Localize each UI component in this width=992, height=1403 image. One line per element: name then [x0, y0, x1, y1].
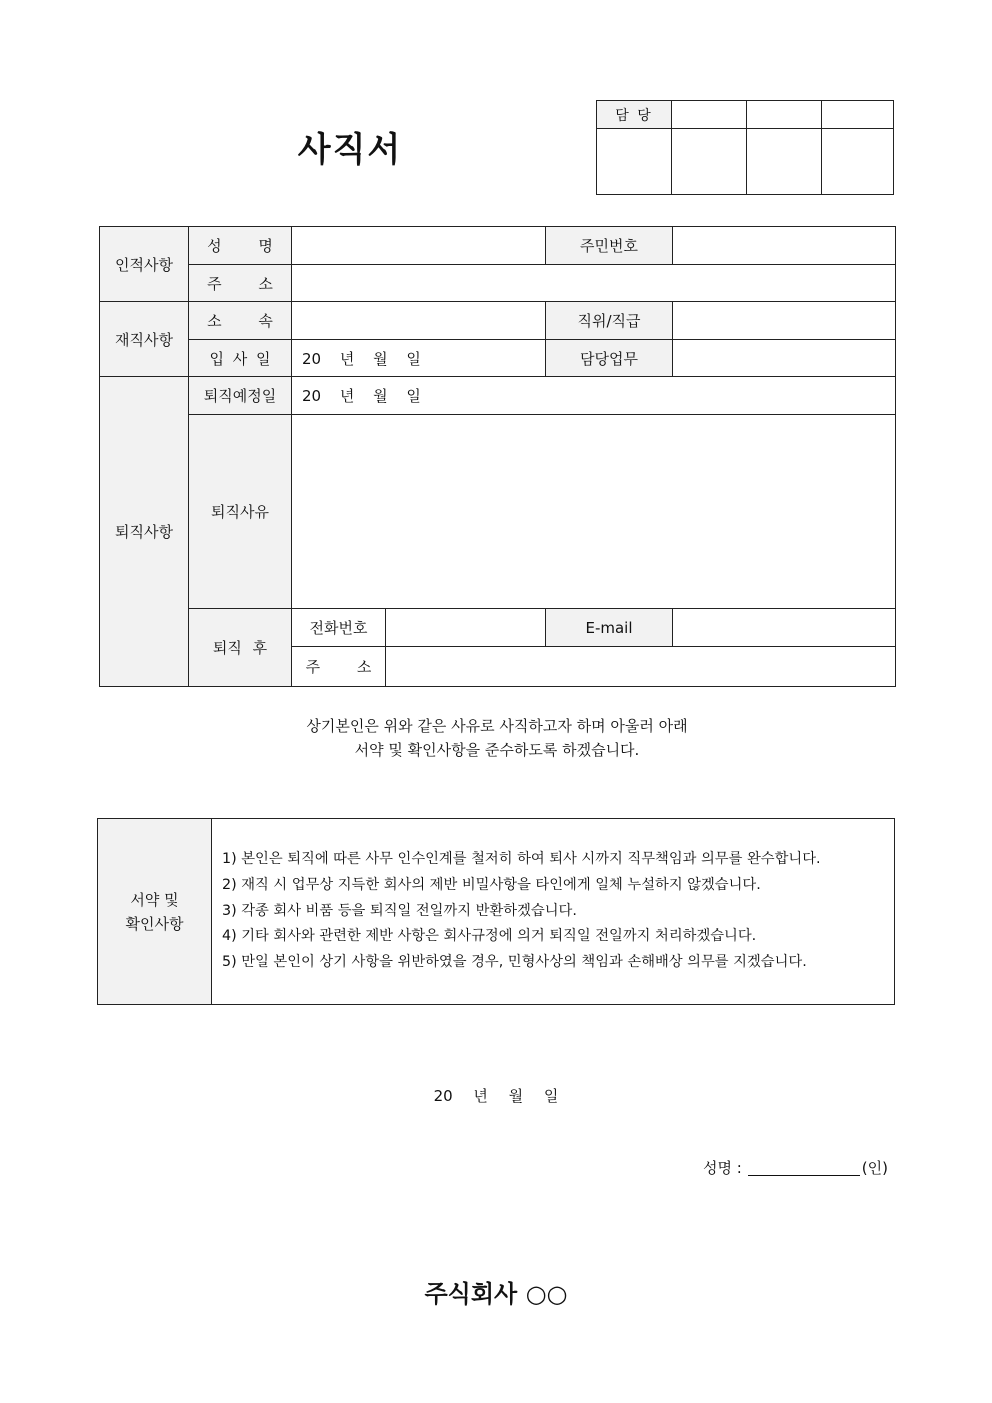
pledge-label: 서약 및 확인사항: [98, 819, 212, 1005]
address-label: 주 소: [189, 265, 292, 302]
retirement-section-label: 퇴직사항: [100, 377, 189, 687]
pledge-table: [97, 818, 895, 1005]
pledge-item: 5) 만일 본인이 상기 사항을 위반하였을 경우, 민형사상의 책임과 손해배상 의무를 지겠습니다.: [222, 954, 807, 971]
after-address-field[interactable]: [386, 647, 896, 687]
approval-label: 담 당: [597, 101, 672, 129]
reason-label: 퇴직사유: [189, 415, 292, 609]
duty-field[interactable]: [673, 340, 896, 377]
pledge-items: [212, 819, 895, 1005]
resignation-form-table: [99, 226, 896, 687]
approval-sign-cell[interactable]: [747, 129, 822, 195]
pledge-item: 1) 본인은 퇴직에 따른 사무 인수인계를 철저히 하여 퇴사 시까지 직무책임과 의무를 완수합니다.: [222, 851, 821, 867]
signature: [703, 1157, 888, 1178]
resident-number-field[interactable]: [673, 227, 896, 265]
department-label: 소 속: [189, 302, 292, 340]
approval-box: [596, 100, 894, 195]
pledge-item: 4) 기타 회사와 관련한 제반 사항은 회사규정에 의거 퇴직일 전일까지 처리하겠습니다.: [222, 928, 757, 945]
hire-date-label: 입 사 일: [189, 340, 292, 377]
name-label: 성 명: [189, 227, 292, 265]
email-field[interactable]: [673, 609, 896, 647]
approval-sign-cell[interactable]: [672, 129, 747, 195]
name-field[interactable]: [292, 227, 546, 265]
statement: [99, 714, 895, 762]
signature-label: 성명 :: [702, 1159, 742, 1177]
position-label: 직위/직급: [546, 302, 673, 340]
phone-label: 전화번호: [292, 609, 386, 647]
pledge-item: 2) 재직 시 업무상 지득한 회사의 제반 비밀사항을 타인에게 일체 누설하지 않겠습니다.: [222, 876, 761, 893]
approval-header-cell[interactable]: [672, 101, 747, 129]
approval-sign-cell[interactable]: [597, 129, 672, 195]
after-address-label: 주 소: [292, 647, 386, 687]
resident-number-label: 주민번호: [546, 227, 673, 265]
phone-field[interactable]: [386, 609, 546, 647]
document-title: 사직서: [297, 130, 403, 170]
statement-line: 서약 및 확인사항을 준수하도록 하겠습니다.: [354, 741, 640, 759]
after-retirement-label: 퇴직 후: [189, 609, 292, 687]
hire-date-field[interactable]: 20 년 월 일: [292, 340, 546, 377]
planned-date-field[interactable]: 20 년 월 일: [292, 377, 896, 415]
employment-section-label: 재직사항: [100, 302, 189, 377]
pledge-item: 3) 각종 회사 비품 등을 퇴직일 전일까지 반환하겠습니다.: [222, 902, 577, 919]
personal-section-label: 인적사항: [100, 227, 189, 302]
approval-sign-cell[interactable]: [822, 129, 894, 195]
statement-line: 상기본인은 위와 같은 사유로 사직하고자 하며 아울러 아래: [306, 717, 688, 735]
company-name: 주식회사 ○○: [424, 1280, 568, 1308]
position-field[interactable]: [673, 302, 896, 340]
document-date: 20 년 월 일: [433, 1087, 559, 1105]
department-field[interactable]: [292, 302, 546, 340]
address-field[interactable]: [292, 265, 896, 302]
approval-header-cell[interactable]: [822, 101, 894, 129]
duty-label: 담당업무: [546, 340, 673, 377]
reason-field[interactable]: [292, 415, 896, 609]
seal-mark: (인): [861, 1159, 888, 1177]
planned-date-label: 퇴직예정일: [189, 377, 292, 415]
signature-line[interactable]: [748, 1161, 860, 1176]
approval-header-cell[interactable]: [747, 101, 822, 129]
email-label: E-mail: [546, 609, 673, 647]
